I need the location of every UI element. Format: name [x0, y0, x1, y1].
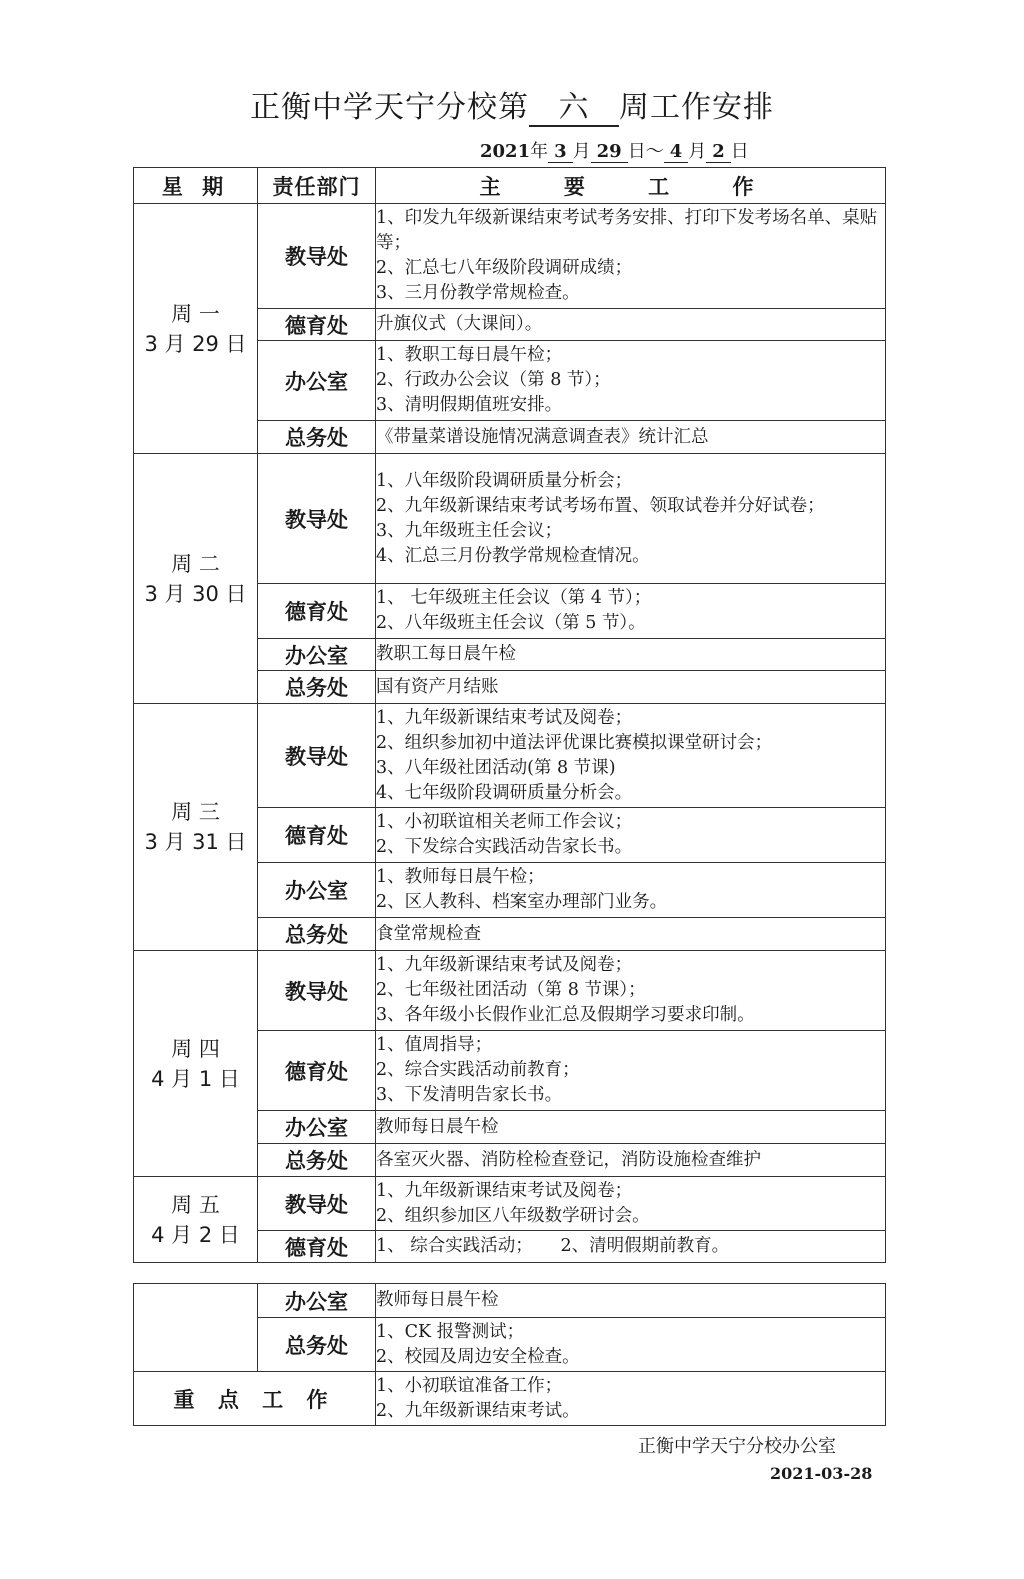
table-row: [134, 454, 886, 584]
work-cell: 教师每日晨午检: [376, 1284, 886, 1318]
dept-cell: 教导处: [258, 704, 376, 808]
title-prefix: 正衡中学天宁分校第: [250, 90, 529, 125]
date-year: 2021: [480, 141, 531, 162]
work-cell: 1、印发九年级新课结束考试考务安排、打印下发考场名单、桌贴等； 2、汇总七八年级阶段调研成绩； 3、三月份教学常规检查。: [376, 204, 886, 309]
header-dept: 责任部门: [258, 168, 376, 204]
dept-cell: 教导处: [258, 1177, 376, 1231]
date-day-label-2: 日: [730, 141, 749, 162]
date-start-day: 29: [591, 141, 628, 163]
work-cell: 1、CK 报警测试； 2、校园及周边安全检查。: [376, 1318, 886, 1372]
dept-cell: 总务处: [258, 1318, 376, 1372]
work-cell: 1、九年级新课结束考试及阅卷； 2、七年级社团活动（第 8 节课）； 3、各年级小长假作业汇总及假期学习要求印制。: [376, 951, 886, 1031]
day-cell-monday: 周 一 3 月 29 日: [134, 204, 258, 454]
dept-cell: 总务处: [258, 1144, 376, 1177]
work-cell: 食堂常规检查: [376, 918, 886, 951]
footer-office: 正衡中学天宁分校办公室: [638, 1436, 836, 1457]
dept-cell: 办公室: [258, 1284, 376, 1318]
table-row: [134, 1284, 886, 1318]
dept-cell: 总务处: [258, 671, 376, 704]
dept-cell: 办公室: [258, 863, 376, 918]
work-cell: 1、九年级新课结束考试及阅卷； 2、组织参加区八年级数学研讨会。: [376, 1177, 886, 1231]
schedule-table: [133, 167, 886, 1263]
dept-cell: 总务处: [258, 421, 376, 454]
date-end-day: 2: [706, 141, 731, 163]
header-day: 星 期: [134, 168, 258, 204]
dept-cell: 办公室: [258, 639, 376, 671]
dept-cell: 教导处: [258, 951, 376, 1031]
day-cell-tuesday: 周 二 3 月 30 日: [134, 454, 258, 704]
title-week-number: 六: [529, 91, 619, 127]
date-year-label: 年: [530, 141, 549, 162]
work-cell: 升旗仪式（大课间）。: [376, 309, 886, 341]
dept-cell: 总务处: [258, 918, 376, 951]
work-cell: 1、教师每日晨午检； 2、区人教科、档案室办理部门业务。: [376, 863, 886, 918]
work-cell: 1、 综合实践活动； 2、清明假期前教育。: [376, 1231, 886, 1263]
work-cell: 1、值周指导； 2、综合实践活动前教育； 3、下发清明告家长书。: [376, 1031, 886, 1111]
work-cell: 教职工每日晨午检: [376, 639, 886, 671]
date-range: [480, 137, 749, 163]
day-cell-friday: 周 五 4 月 2 日: [134, 1177, 258, 1263]
date-day-label: 日～: [627, 141, 664, 162]
work-cell: 1、小初联谊相关老师工作会议； 2、下发综合实践活动告家长书。: [376, 808, 886, 863]
dept-cell: 德育处: [258, 1031, 376, 1111]
dept-cell: 教导处: [258, 454, 376, 584]
dept-cell: 办公室: [258, 341, 376, 421]
date-month-label: 月: [572, 141, 591, 162]
key-work-row: [134, 1372, 886, 1426]
title-suffix: 周工作安排: [619, 90, 774, 125]
day-cell-wednesday: 周 三 3 月 31 日: [134, 704, 258, 951]
dept-cell: 德育处: [258, 309, 376, 341]
work-cell: 教师每日晨午检: [376, 1111, 886, 1144]
work-cell: 《带量菜谱设施情况满意调查表》统计汇总: [376, 421, 886, 454]
footer-date: 2021-03-28: [770, 1464, 873, 1483]
dept-cell: 德育处: [258, 808, 376, 863]
work-cell: 1、八年级阶段调研质量分析会； 2、九年级新课结束考试考场布置、领取试卷并分好试卷； 3、九年级班主任会议； 4、汇总三月份教学常规检查情况。: [376, 454, 886, 584]
dept-cell: 办公室: [258, 1111, 376, 1144]
work-cell: 1、教职工每日晨午检； 2、行政办公会议（第 8 节）； 3、清明假期值班安排。: [376, 341, 886, 421]
header-work: 主 要 工 作: [376, 168, 886, 204]
dept-cell: 教导处: [258, 204, 376, 309]
page-title: [0, 82, 1024, 127]
table-row: [134, 951, 886, 1031]
day-cell-thursday: 周 四 4 月 1 日: [134, 951, 258, 1177]
key-work-label: 重 点 工 作: [134, 1372, 376, 1426]
work-cell: 1、 七年级班主任会议（第 4 节）； 2、八年级班主任会议（第 5 节）。: [376, 584, 886, 639]
date-end-month: 4: [664, 141, 689, 163]
key-work-cell: 1、小初联谊准备工作； 2、九年级新课结束考试。: [376, 1372, 886, 1426]
date-month-label-2: 月: [688, 141, 707, 162]
table-row: [134, 204, 886, 309]
table-header-row: [134, 168, 886, 204]
work-cell: 国有资产月结账: [376, 671, 886, 704]
work-cell: 各室灭火器、消防栓检查登记，消防设施检查维护: [376, 1144, 886, 1177]
dept-cell: 德育处: [258, 584, 376, 639]
day-cell-empty: [134, 1284, 258, 1372]
table-row: [134, 704, 886, 808]
schedule-table-continued: [133, 1283, 886, 1426]
table-row: [134, 1177, 886, 1231]
dept-cell: 德育处: [258, 1231, 376, 1263]
date-start-month: 3: [548, 141, 573, 163]
work-cell: 1、九年级新课结束考试及阅卷； 2、组织参加初中道法评优课比赛模拟课堂研讨会； 3、八年级社团活动(第 8 节课) 4、七年级阶段调研质量分析会。: [376, 704, 886, 808]
